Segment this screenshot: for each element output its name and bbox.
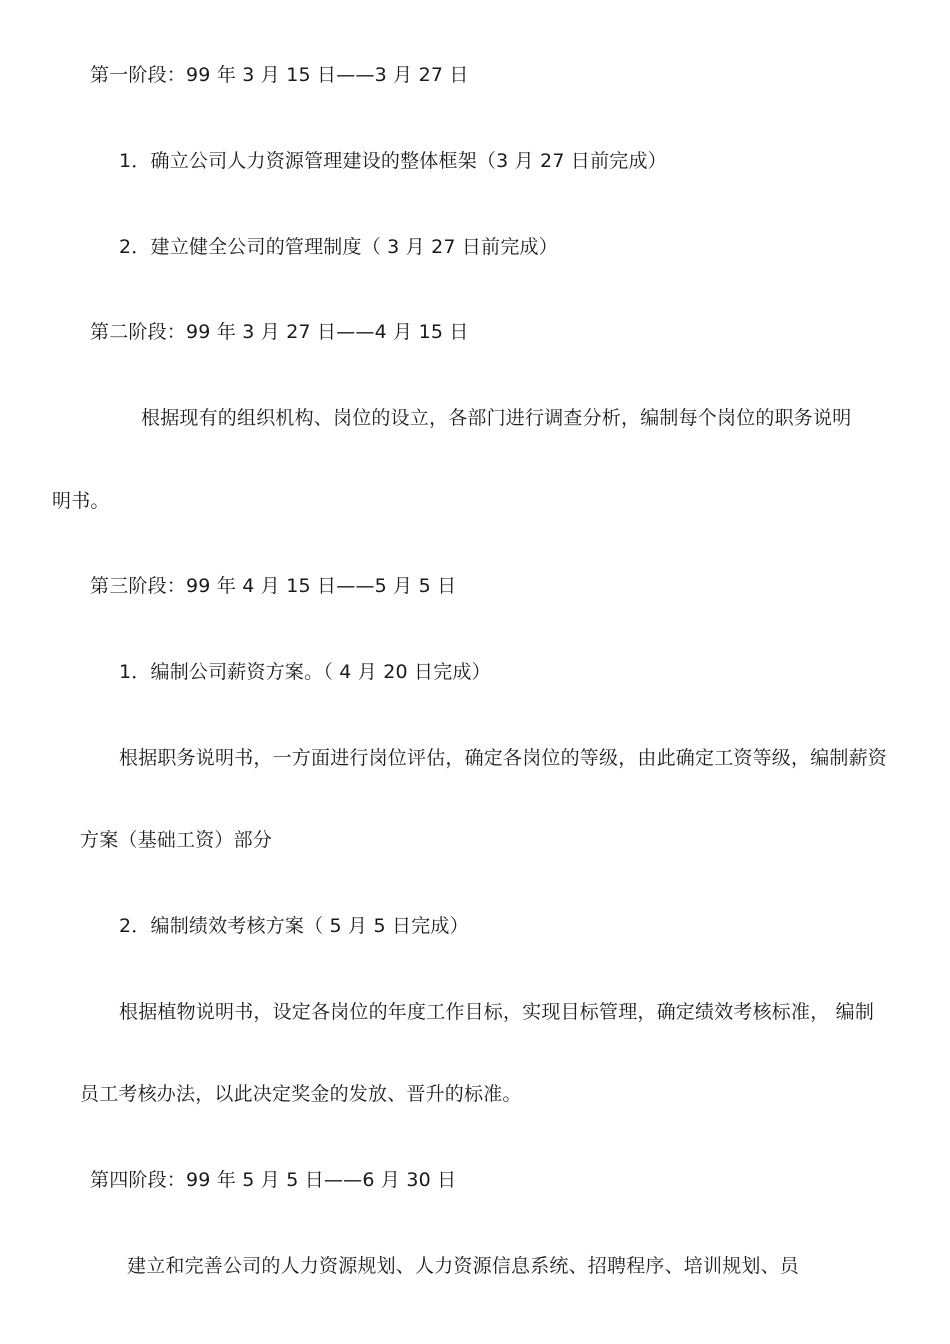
stage-3-heading: 第三阶段：99 年 4 月 15 日——5 月 5 日 <box>90 575 457 597</box>
stage-3-task-2: 2．编制绩效考核方案（ 5 月 5 日完成） <box>119 915 469 937</box>
stage-4-paragraph-line-1: 建立和完善公司的人力资源规划、人力资源信息系统、招聘程序、培训规划、员 <box>127 1255 800 1277</box>
stage-3-task-1-paragraph-line-1: 根据职务说明书，一方面进行岗位评估，确定各岗位的等级，由此确定工资等级，编制薪资 <box>119 747 888 769</box>
stage-3-task-1: 1．编制公司薪资方案。（ 4 月 20 日完成） <box>119 661 491 683</box>
stage-3-task-1-paragraph-line-2: 方案（基础工资）部分 <box>80 829 273 851</box>
stage-2-heading: 第二阶段：99 年 3 月 27 日——4 月 15 日 <box>90 321 469 343</box>
stage-4-heading: 第四阶段：99 年 5 月 5 日——6 月 30 日 <box>90 1169 457 1191</box>
stage-2-paragraph-line-2: 明书。 <box>52 490 110 512</box>
stage-1-task-1: 1．确立公司人力资源管理建设的整体框架（3 月 27 日前完成） <box>119 150 667 172</box>
stage-2-paragraph-line-1: 根据现有的组织机构、岗位的设立，各部门进行调查分析，编制每个岗位的职务说明 <box>141 407 852 429</box>
stage-1-heading: 第一阶段：99 年 3 月 15 日——3 月 27 日 <box>90 64 469 86</box>
stage-1-task-2: 2．建立健全公司的管理制度（ 3 月 27 日前完成） <box>119 236 558 258</box>
stage-3-task-2-paragraph-line-2: 员工考核办法，以此决定奖金的发放、晋升的标准。 <box>80 1083 522 1105</box>
stage-3-task-2-paragraph-line-1: 根据植物说明书，设定各岗位的年度工作目标，实现目标管理，确定绩效考核标准， 编制 <box>119 1001 875 1023</box>
